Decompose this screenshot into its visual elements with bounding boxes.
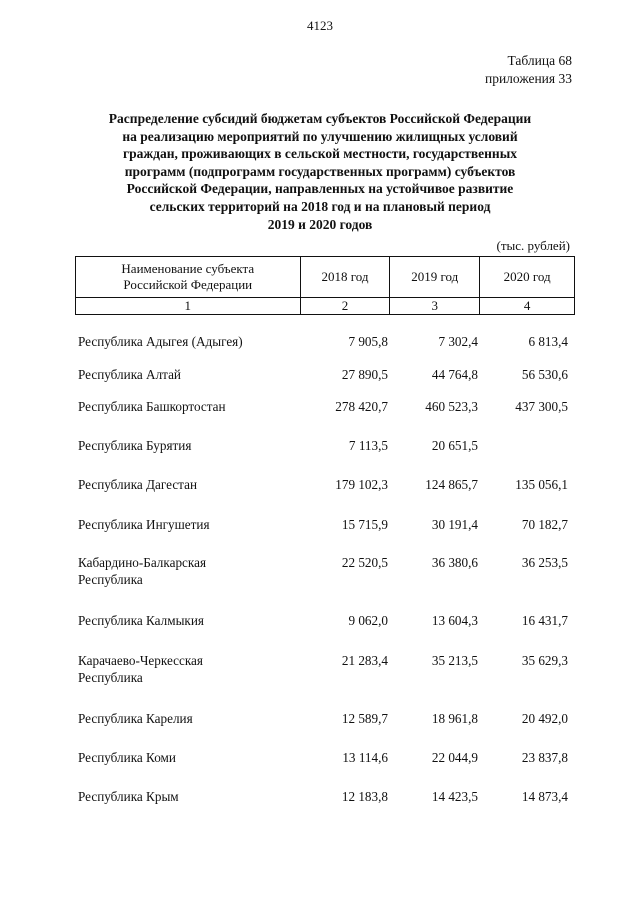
value-2020: 70 182,7: [521, 517, 568, 532]
value-2019: 20 651,5: [431, 438, 478, 453]
value-2019: 36 380,6: [431, 555, 478, 570]
header-2018: 2018 год: [300, 257, 390, 298]
region-name: Республика Дагестан: [78, 477, 198, 492]
value-2019: 44 764,8: [431, 367, 478, 382]
title-line: граждан, проживающих в сельской местности, государственных: [123, 146, 517, 162]
title-line: на реализацию мероприятий по улучшению жилищных условий: [122, 128, 518, 144]
table-header: [75, 256, 575, 315]
value-2019: 18 961,8: [431, 711, 478, 726]
value-2018: 27 890,5: [341, 367, 388, 382]
value-2019: 13 604,3: [431, 613, 478, 628]
value-2019: 7 302,4: [438, 334, 478, 349]
value-2018: 7 905,8: [348, 334, 388, 349]
value-2020: 23 837,8: [521, 750, 568, 765]
value-2019: 14 423,5: [431, 789, 478, 804]
page-number: 4123: [307, 18, 333, 33]
table-number: Таблица 68: [507, 53, 572, 68]
value-2020: 36 253,5: [521, 555, 568, 570]
title-line: 2019 и 2020 годов: [267, 216, 373, 232]
title-line: программ (подпрограмм государственных программ) субъектов: [124, 163, 516, 179]
value-2018: 278 420,7: [335, 399, 388, 414]
units-label: (тыс. рублей): [496, 238, 570, 253]
title-line: Распределение субсидий бюджетам субъектов Российской Федерации: [108, 111, 532, 126]
value-2018: 15 715,9: [341, 517, 388, 532]
region-name: Республика Крым: [78, 789, 179, 804]
document-title: [70, 110, 570, 233]
value-2020: 16 431,7: [521, 613, 568, 628]
column-number: 4: [480, 298, 575, 315]
value-2018: 179 102,3: [335, 477, 388, 492]
value-2019: 30 191,4: [431, 517, 478, 532]
region-name: Республика Коми: [78, 750, 176, 765]
value-2020: 56 530,6: [521, 367, 568, 382]
value-2020: 6 813,4: [528, 334, 568, 349]
value-2018: 21 283,4: [341, 653, 388, 668]
value-2019: 35 213,5: [431, 653, 478, 668]
value-2018: 9 062,0: [348, 613, 388, 628]
value-2018: 22 520,5: [341, 555, 388, 570]
value-2019: 460 523,3: [425, 399, 478, 414]
value-2018: 13 114,6: [342, 750, 388, 765]
value-2018: 12 183,8: [341, 789, 388, 804]
value-2020: 20 492,0: [521, 711, 568, 726]
region-name: Кабардино-Балкарская Республика: [78, 555, 207, 587]
value-2020: 437 300,5: [515, 399, 568, 414]
column-number: 2: [300, 298, 390, 315]
title-line: Российской Федерации, направленных на устойчивое развитие: [126, 181, 514, 197]
value-2020: 135 056,1: [515, 477, 568, 492]
value-2019: 22 044,9: [431, 750, 478, 765]
region-name: Республика Алтай: [78, 367, 181, 382]
region-name: Республика Башкортостан: [78, 399, 226, 414]
table-reference: [485, 52, 572, 88]
value-2018: 12 589,7: [341, 711, 388, 726]
value-2019: 124 865,7: [425, 477, 478, 492]
value-2020: 14 873,4: [521, 789, 568, 804]
title-line: сельских территорий на 2018 год и на плановый период: [149, 198, 491, 214]
column-number: 3: [390, 298, 480, 315]
region-name: Республика Калмыкия: [78, 613, 204, 628]
value-2020: 35 629,3: [521, 653, 568, 668]
region-name: Карачаево-Черкесская Республика: [78, 653, 203, 685]
column-number: 1: [76, 298, 301, 315]
header-2019: 2019 год: [390, 257, 480, 298]
appendix-number: приложения 33: [484, 71, 572, 86]
value-2018: 7 113,5: [348, 438, 388, 453]
region-name: Республика Адыгея (Адыгея): [78, 334, 243, 349]
region-name: Республика Бурятия: [78, 438, 192, 453]
header-region-name: Наименование субъекта Российской Федерации: [76, 257, 301, 298]
region-name: Республика Ингушетия: [78, 517, 210, 532]
header-2020: 2020 год: [480, 257, 575, 298]
region-name: Республика Карелия: [78, 711, 193, 726]
